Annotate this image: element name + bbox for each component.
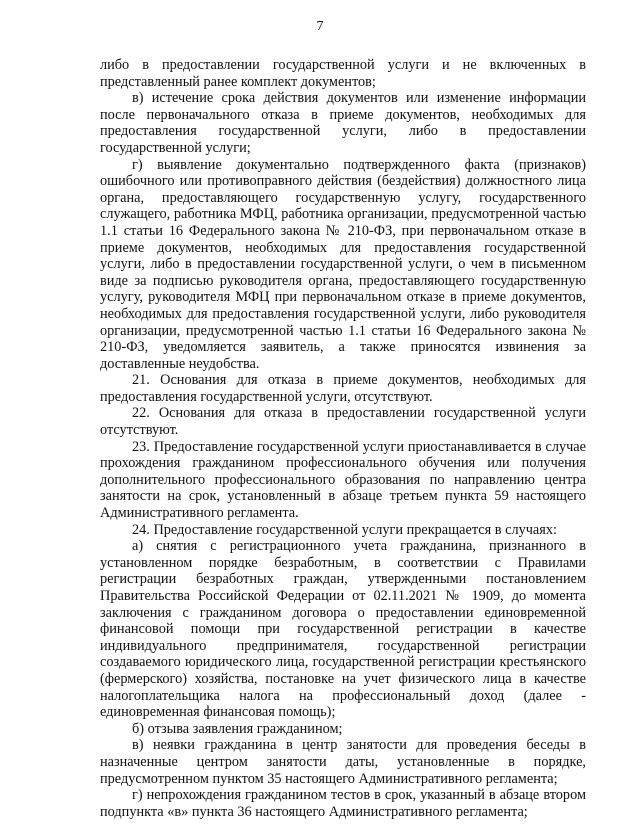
- page-number: 7: [316, 19, 324, 34]
- paragraph: либо в предоставлении государственной услуги и не включенных в представленный ранее комплект документов;: [100, 57, 586, 90]
- paragraph: б) отзыва заявления гражданином;: [132, 720, 343, 737]
- paragraph: в) неявки гражданина в центр занятости для проведения беседы в назначенные центром занятости даты, установленные в порядке, предусмотренном пунктом 35 настоящего Административного регламента;: [100, 737, 586, 787]
- page-body: [100, 57, 586, 820]
- paragraph: 22. Основания для отказа в предоставлении государственной услуги отсутствуют.: [100, 405, 586, 439]
- paragraph: 24. Предоставление государственной услуги прекращается в случаях:: [132, 521, 557, 538]
- paragraph: в) истечение срока действия документов или изменение информации после первоначального отказа в приеме документов, необходимых для предоставления государственной услуги, либо в предоставлении государственной услуги;: [100, 90, 586, 156]
- paragraph: г) непрохождения гражданином тестов в срок, указанный в абзаце втором подпункта «в» пункта 36 настоящего Административного регламента;: [100, 787, 586, 820]
- paragraph: а) снятия с регистрационного учета гражданина, признанного в установленном порядке безработным, в соответствии с Правилами регистрации безработных граждан, утвержденными постановлением Правительства Российской Федерации от 02.11.2021 № 1909, до момента заключения с гражданином договора о предоставлении единовременной финансовой помощи при государственной регистрации в качестве индивидуального предпринимателя, государственной регистрации создаваемого юридического лица, государственной регистрации крестьянского (фермерского) хозяйства, постановке на учет физического лица в качестве налогоплательщика налога на профессиональный доход (далее - единовременная финансовая помощь);: [100, 538, 586, 721]
- paragraph: г) выявление документально подтвержденного факта (признаков) ошибочного или противоправного действия (бездействия) должностного лица органа, предоставляющего государственную услугу, государственного служащего, работника МФЦ, работника организации, предусмотренной частью 1.1 статьи 16 Федерального закона № 210-ФЗ, при первоначальном отказе в приеме документов, необходимых для предоставления государственной услуги, либо в предоставлении государственной услуги, о чем в письменном виде за подписью руководителя органа, предоставляющего государственную услугу, руководителя МФЦ при первоначальном отказе в приеме документов, необходимых для предоставления государственной услуги, либо руководителя организации, предусмотренной частью 1.1 статьи 16 Федерального закона № 210-ФЗ, уведомляется заявитель, а также приносятся извинения за доставленные неудобства.: [100, 156, 586, 372]
- paragraph: 23. Предоставление государственной услуги приостанавливается в случае прохождения гражданином профессионального обучения или получения дополнительного профессионального образования по направлению центра занятости на срок, установленный в абзаце третьем пункта 59 настоящего Административного регламента.: [100, 438, 586, 522]
- paragraph: 21. Основания для отказа в приеме документов, необходимых для предоставления государственной услуги, отсутствуют.: [100, 372, 586, 405]
